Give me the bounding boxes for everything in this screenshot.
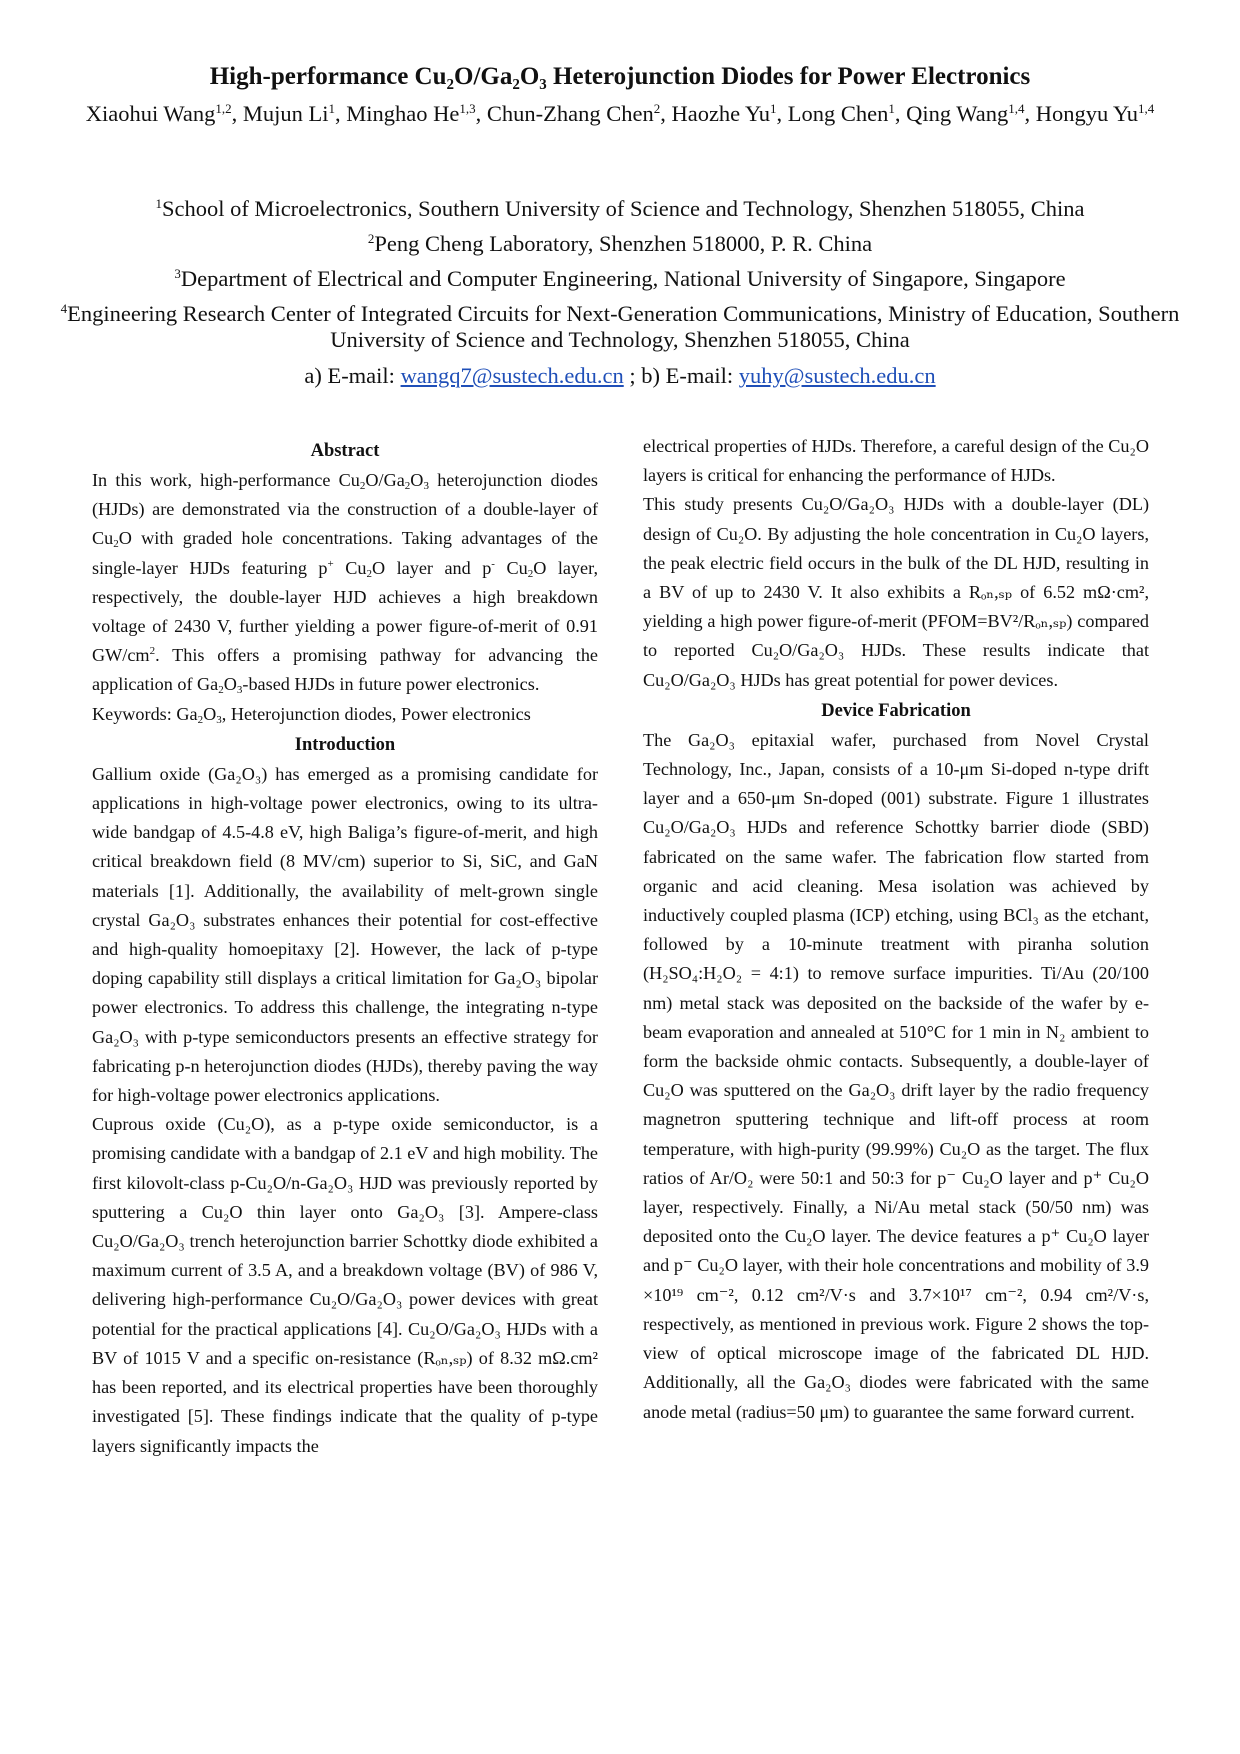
fabrication-heading: Device Fabrication <box>821 700 971 721</box>
left-column <box>92 437 598 1461</box>
author-list: Xiaohui Wang$^{1,2}$, Mujun Li$^1$, Minghao He$^{1,3}$, Chun-Zhang Chen$^2$, Haozhe Yu$^1$, Long Chen$^1$, Qing Wang$^{1,4}$, Hongyu Yu$^{1,4}$ <box>85 101 1155 126</box>
introduction-heading: Introduction <box>294 734 396 755</box>
affiliation-1: $^1$School of Microelectronics, Southern University of Science and Technology, Shenzhen 518055, China <box>155 196 1085 221</box>
affiliation-4: $^4$Engineering Research Center of Integrated Circuits for Next-Generation Communications, Ministry of Education, Southern University of Science and Technology, Shenzhen 518055, China <box>60 301 1180 352</box>
author-affiliation-mark: 1,4 <box>1138 101 1155 116</box>
author-affiliation-mark: 1,2 <box>215 101 232 116</box>
keywords: Keywords: $Ga_2O_3$, Heterojunction diodes, Power electronics <box>92 703 531 726</box>
author-name: Long Chen <box>787 101 889 126</box>
intro-paragraph-2: Cuprous oxide (Cu₂O), as a p-type oxide semiconductor, is a promising candidate with a bandgap of 2.1 eV and high mobility. The first kilovolt-class p-Cu₂O/n-Ga₂O₃ HJD was previously reported by sputtering a Cu₂O thin layer onto Ga₂O₃ [3]. Ampere-class Cu₂O/Ga₂O₃ trench heterojunction barrier Schottky diode exhibited a maximum current of 3.5 A, and a breakdown voltage (BV) of 986 V, delivering high-performance Cu₂O/Ga₂O₃ power devices with great potential for the practical applications [4]. Cu₂O/Ga₂O₃ HJDs with a BV of 1015 V and a specific on-resistance (Rₒₙ,ₛₚ) of 8.32 mΩ.cm² has been reported, and its electrical properties have been thoroughly investigated [5]. These findings indicate that the quality of p-type layers significantly impacts the <box>92 1114 598 1456</box>
author-name: Xiaohui Wang <box>85 101 216 126</box>
affiliation-2: $^2$Peng Cheng Laboratory, Shenzhen 518000, P. R. China <box>367 231 873 256</box>
author-affiliation-mark: 1 <box>888 101 895 116</box>
abstract-text: In this work, high-performance $Cu_2O/Ga_2O_3$ heterojunction diodes (HJDs) are demonstrated via the construction of a double-layer of $Cu_2O$ with graded hole concentrations. Taking advantages of the single-layer HJDs featuring p+ $Cu_2O$ layer and p- $Cu_2O$ layer, respectively, the double-layer HJD achieves a high breakdown voltage of 2430 V, further yielding a power figure-of-merit of 0.91 $GW/cm^2$. This offers a promising pathway for advancing the application of $Ga_2O_3$-based HJDs in future power electronics. <box>92 470 599 697</box>
author-name: Mujun Li <box>242 101 329 126</box>
author-affiliation-mark: 2 <box>653 101 661 116</box>
author-name: Qing Wang <box>906 101 1009 126</box>
abstract-heading: Abstract <box>310 441 380 461</box>
author-name: Hongyu Yu <box>1035 101 1139 126</box>
author-affiliation-mark: 1 <box>328 101 335 116</box>
continued-paragraph: electrical properties of HJDs. Therefore, a careful design of the Cu₂O layers is critical for enhancing the performance of HJDs. <box>643 436 1149 486</box>
author-affiliation-mark: 1,4 <box>1008 101 1025 116</box>
email-link-b[interactable]: yuhy@sustech.edu.cn <box>738 363 936 388</box>
contact-emails: a) E-mail: wangq7@sustech.edu.cn ; b) E-mail: yuhy@sustech.edu.cn <box>304 363 936 388</box>
author-name: Haozhe Yu <box>671 101 770 126</box>
study-paragraph: This study presents Cu₂O/Ga₂O₃ HJDs with a double-layer (DL) design of Cu₂O. By adjusting the hole concentration in Cu₂O layers, the peak electric field occurs in the bulk of the DL HJD, resulting in a BV of up to 2430 V. It also exhibits a Rₒₙ,ₛₚ of 6.52 mΩ·cm², yielding a high power figure-of-merit (PFOM=BV²/Rₒₙ,ₛₚ) compared to reported Cu₂O/Ga₂O₃ HJDs. These results indicate that Cu₂O/Ga₂O₃ HJDs has great potential for power devices. <box>643 494 1149 690</box>
author-name: Chun-Zhang Chen <box>486 101 654 126</box>
paper-title: High-performance Cu₂O/Ga₂O₃ Heterojunction Diodes for Power Electronics <box>209 63 1031 90</box>
fabrication-paragraph: The Ga₂O₃ epitaxial wafer, purchased from Novel Crystal Technology, Inc., Japan, consists of a 10-μm Si-doped n-type drift layer and a 650-μm Sn-doped (001) substrate. Figure 1 illustrates Cu₂O/Ga₂O₃ HJDs and reference Schottky barrier diode (SBD) fabricated on the same wafer. The fabrication flow started from organic and acid cleaning. Mesa isolation was achieved by inductively coupled plasma (ICP) etching, using BCl₃ as the etchant, followed by a 10-minute treatment with piranha solution (H₂SO₄:H₂O₂ = 4:1) to remove surface impurities. Ti/Au (20/100 nm) metal stack was deposited on the backside of the wafer by e-beam evaporation and annealed at 510°C for 1 min in N₂ ambient to form the backside ohmic contacts. Subsequently, a double-layer of Cu₂O was sputtered on the Ga₂O₃ drift layer by the radio frequency magnetron sputtering technique and lift-off process at room temperature, with high-purity (99.99%) Cu₂O as the target. The flux ratios of Ar/O₂ were 50:1 and 50:3 for p⁻ Cu₂O layer and p⁺ Cu₂O layer, respectively. Finally, a Ni/Au metal stack (50/50 nm) was deposited onto the Cu₂O layer. The device features a p⁺ Cu₂O layer and p⁻ Cu₂O layer, with their hole concentrations and mobility of 3.9 ×10¹⁹ cm⁻², 0.12 cm²/V·s and 3.7×10¹⁷ cm⁻², 0.94 cm²/V·s, respectively, as mentioned in previous work. Figure 2 shows the top-view of optical microscope image of the fabricated DL HJD. Additionally, all the Ga₂O₃ diodes were fabricated with the same anode metal (radius=50 μm) to guarantee the same forward current. <box>643 729 1149 1422</box>
author-affiliation-mark: 1 <box>769 101 777 116</box>
author-name: Minghao He <box>346 101 460 126</box>
right-column <box>643 432 1149 1427</box>
intro-paragraph-1: Gallium oxide (Ga₂O₃) has emerged as a promising candidate for applications in high-voltage power electronics, owing to its ultra-wide bandgap of 4.5-4.8 eV, high Baliga’s figure-of-merit, and high critical breakdown field (8 MV/cm) superior to Si, SiC, and GaN materials [1]. Additionally, the availability of melt-grown single crystal Ga₂O₃ substrates enhances their potential for cost-effective and high-quality homoepitaxy [2]. However, the lack of p-type doping capability still displays a critical limitation for Ga₂O₃ bipolar power electronics. To address this challenge, the integrating n-type Ga₂O₃ with p-type semiconductors presents an effective strategy for fabricating p-n heterojunction diodes (HJDs), thereby paving the way for high-voltage power electronics applications. <box>92 763 598 1106</box>
affiliation-3: $^3$Department of Electrical and Computer Engineering, National University of Singapore, Singapore <box>174 266 1066 291</box>
email-link-a[interactable]: wangq7@sustech.edu.cn <box>400 363 624 388</box>
author-affiliation-mark: 1,3 <box>459 101 476 116</box>
